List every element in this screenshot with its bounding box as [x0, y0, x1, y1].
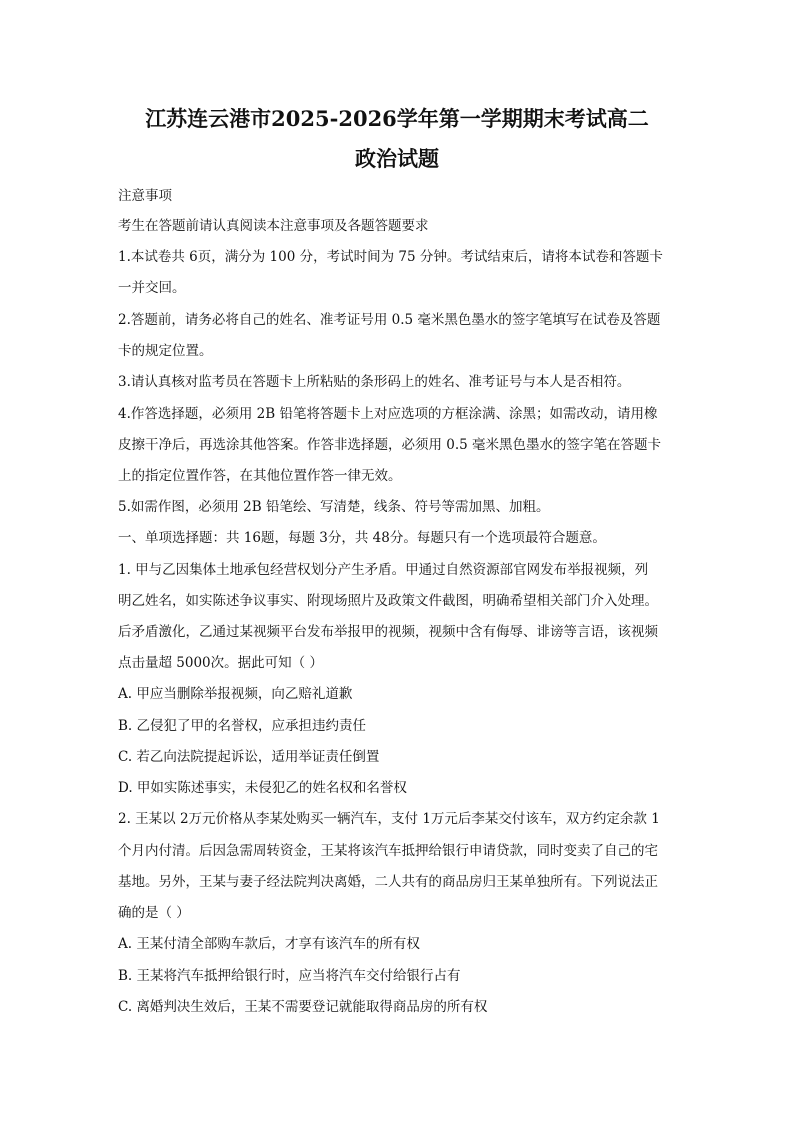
subject-title: 政治试题 [355, 146, 439, 171]
notice-item-2: 2.答题前，请务必将自己的姓名、准考证号用 0.5 毫米黑色墨水的签字笔填写在试卷及答题 [118, 312, 661, 328]
question-1-option-d: D. 甲如实陈述事实，未侵犯乙的姓名权和名誉权 [118, 780, 407, 796]
question-1-option-a: A. 甲应当删除举报视频，向乙赔礼道歉 [118, 686, 353, 702]
question-2-option-b: B. 王某将汽车抵押给银行时，应当将汽车交付给银行占有 [118, 968, 461, 984]
question-2-option-a: A. 王某付清全部购车款后，才享有该汽车的所有权 [118, 936, 420, 952]
question-2-stem-cont: 确的是（ ） [118, 905, 190, 921]
exam-title: 江苏连云港市2025-2026学年第一学期期末考试高二 [145, 106, 649, 131]
question-2-stem: 2. 王某以 2万元价格从李某处购买一辆汽车，支付 1万元后李某交付该车，双方约定余款 1 [118, 811, 660, 827]
notice-item-1-cont: 一并交回。 [118, 280, 186, 296]
question-2-stem-cont: 个月内付清。后因急需周转资金，王某将该汽车抵押给银行申请贷款，同时变卖了自己的宅 [118, 843, 658, 859]
question-1-option-c: C. 若乙向法院提起诉讼，适用举证责任倒置 [118, 749, 380, 765]
question-1-stem-cont: 点击量超 5000次。据此可知（ ） [118, 655, 323, 671]
notice-item-5: 5.如需作图，必须用 2B 铅笔绘、写清楚，线条、符号等需加黑、加粗。 [118, 499, 550, 515]
notice-item-4-cont: 皮擦干净后，再选涂其他答案。作答非选择题，必须用 0.5 毫米黑色墨水的签字笔在答题卡 [118, 437, 662, 453]
notice-item-2-cont: 卡的规定位置。 [118, 343, 213, 359]
question-1-stem-cont: 明乙姓名，如实陈述争议事实、附现场照片及政策文件截图，明确希望相关部门介入处理。 [118, 593, 658, 609]
notice-item-3: 3.请认真核对监考员在答题卡上所粘贴的条形码上的姓名、准考证号与本人是否相符。 [118, 374, 631, 390]
notice-item-4-cont2: 上的指定位置作答，在其他位置作答一律无效。 [118, 468, 402, 484]
notice-item-1: 1.本试卷共 6页，满分为 100 分，考试时间为 75 分钟。考试结束后，请将本试卷和答题卡 [118, 249, 663, 265]
notice-heading: 注意事项 [118, 188, 172, 204]
section-heading: 一、单项选择题：共 16题，每题 3分，共 48分。每题只有一个选项最符合题意。 [118, 530, 606, 546]
question-1-stem: 1. 甲与乙因集体土地承包经营权划分产生矛盾。甲通过自然资源部官网发布举报视频，列 [118, 562, 649, 578]
question-2-option-c: C. 离婚判决生效后，王某不需要登记就能取得商品房的所有权 [118, 999, 488, 1015]
question-1-option-b: B. 乙侵犯了甲的名誉权，应承担违约责任 [118, 718, 367, 734]
question-2-stem-cont: 基地。另外，王某与妻子经法院判决离婚，二人共有的商品房归王某单独所有。下列说法正 [118, 874, 658, 890]
notice-intro: 考生在答题前请认真阅读本注意事项及各题答题要求 [118, 218, 429, 234]
notice-item-4: 4.作答选择题，必须用 2B 铅笔将答题卡上对应选项的方框涂满、涂黑；如需改动，请用橡 [118, 406, 658, 422]
question-1-stem-cont: 后矛盾激化，乙通过某视频平台发布举报甲的视频，视频中含有侮辱、诽谤等言语，该视频 [118, 624, 658, 640]
